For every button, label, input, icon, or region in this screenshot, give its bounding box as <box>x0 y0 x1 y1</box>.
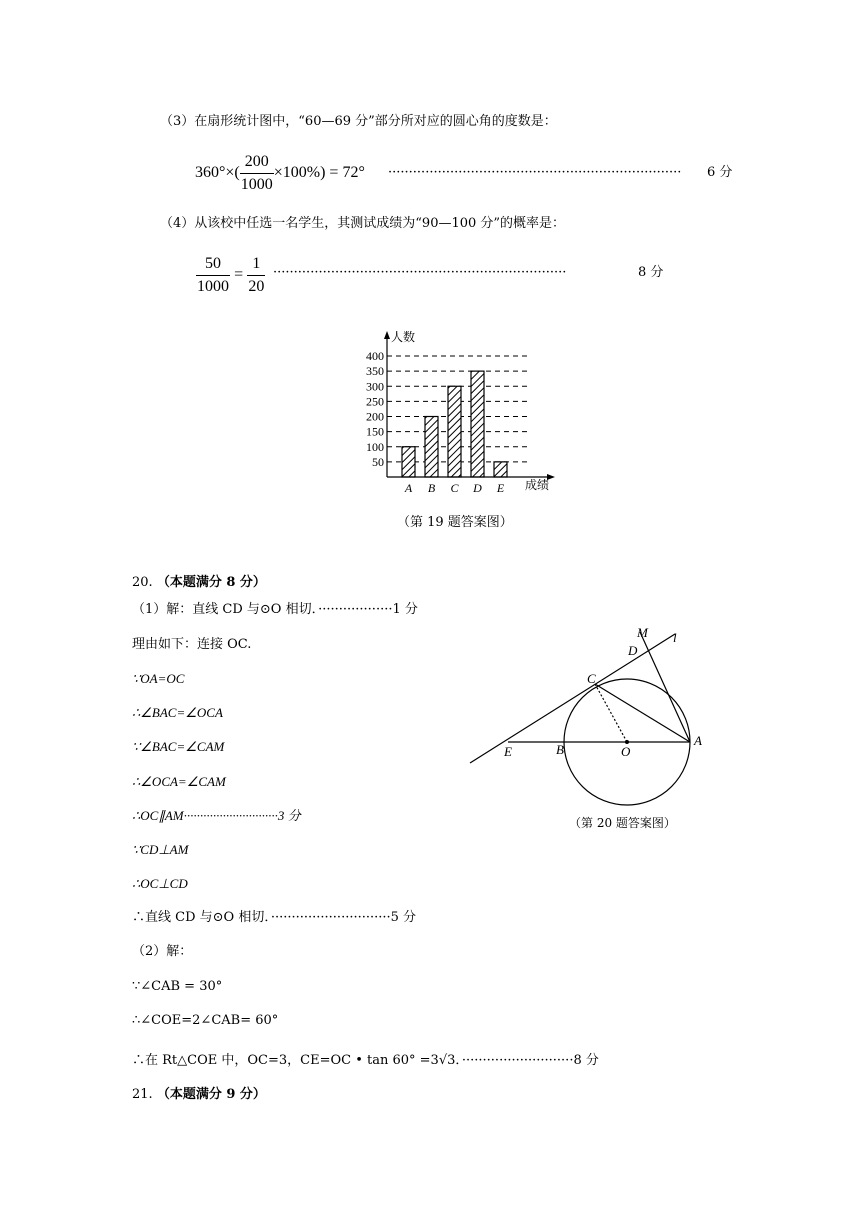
y-tick-label-150: 150 <box>366 424 384 439</box>
label-l: l <box>673 630 677 645</box>
q20-line-12: ∵∠CAB = 30° <box>132 979 223 994</box>
fraction <box>240 151 274 196</box>
bar-C <box>448 386 461 477</box>
y-tick-label-400: 400 <box>366 349 384 363</box>
fraction-numerator: 50 <box>196 253 230 276</box>
label-e: E <box>504 744 512 759</box>
q19-bar-chart <box>345 328 565 498</box>
q20-line-4: ∴∠BAC=∠OCA <box>132 705 223 720</box>
y-tick-label-100: 100 <box>366 439 384 454</box>
line-am <box>640 632 690 742</box>
bar-D <box>471 371 484 477</box>
q19-figure-caption: （第 19 题答案图） <box>397 515 513 530</box>
fraction-numerator: 200 <box>240 151 274 174</box>
x-tick-label-C: C <box>450 481 459 495</box>
fraction-denominator: 20 <box>248 278 265 295</box>
label-d: D <box>628 643 638 658</box>
equals-sign: = <box>234 266 244 283</box>
x-tick-label-B: B <box>427 481 436 495</box>
x-tick-label-A: A <box>404 481 413 495</box>
q19-part4-dots: ······································································· <box>273 265 567 280</box>
q20-line-5: ∵∠BAC=∠CAM <box>132 739 225 754</box>
label-m: M <box>637 625 648 640</box>
fraction <box>247 253 265 298</box>
line-l <box>470 634 675 763</box>
q20-geometry-figure <box>460 622 740 812</box>
formula-suffix: ×100%) = 72° <box>273 164 365 181</box>
y-tick-label-300: 300 <box>366 379 384 394</box>
q20-line-13: ∴∠COE=2∠CAB= 60° <box>132 1013 279 1028</box>
q21-score-note: （本题满分 9 分） <box>156 1087 266 1102</box>
y-tick-label-50: 50 <box>372 454 384 469</box>
y-tick-label-250: 250 <box>366 394 384 409</box>
fraction-denominator: 1000 <box>197 278 229 295</box>
q19-part3-dots: ······································································· <box>388 165 682 180</box>
q20-figure-caption: （第 20 题答案图） <box>569 816 676 830</box>
bar-E <box>494 462 507 477</box>
bar-A <box>402 447 415 477</box>
label-a: A <box>694 733 702 748</box>
q20-line-14: ∴在 Rt△COE 中，OC=3，CE=OC • tan 60° =3√3．···························8 分 <box>132 1053 599 1068</box>
fraction-numerator: 1 <box>247 253 265 276</box>
q19-part3-score: 6 分 <box>707 165 733 180</box>
q20-line-6: ∴∠OCA=∠CAM <box>132 774 226 789</box>
q20-line-3: ∵OA=OC <box>132 671 185 686</box>
q19-part3-text: （3）在扇形统计图中，“60—69 分”部分所对应的圆心角的度数是： <box>160 114 557 129</box>
x-tick-label-E: E <box>496 481 505 495</box>
q20-line-10: ∴直线 CD 与⊙O 相切．·····························5 分 <box>132 910 417 925</box>
label-c: C <box>587 671 596 686</box>
fraction <box>196 253 230 298</box>
q20-line-7: ∴OC∥AM·····························3 分 <box>132 808 301 823</box>
q20-heading <box>132 574 266 592</box>
label-o: O <box>621 744 631 759</box>
q19-part4-formula <box>196 252 265 299</box>
q20-number: 20. <box>132 575 153 590</box>
y-tick-label-200: 200 <box>366 409 384 424</box>
q20-line-1: （1）解：直线 CD 与⊙O 相切．··················1 分 <box>132 602 418 617</box>
bar-B <box>425 417 438 478</box>
x-axis-label: 成绩 <box>525 478 550 492</box>
y-axis-arrow <box>384 331 390 339</box>
y-tick-label-350: 350 <box>366 364 384 379</box>
segment-oc <box>595 684 627 742</box>
q20-line-8: ∵CD⊥AM <box>132 842 189 857</box>
q21-number: 21. <box>132 1087 153 1102</box>
x-tick-label-D: D <box>473 481 482 495</box>
q20-line-11: （2）解： <box>132 944 193 959</box>
q20-score-note: （本题满分 8 分） <box>156 575 266 590</box>
q19-part4-score: 8 分 <box>638 265 664 280</box>
q19-part4-text: （4）从该校中任选一名学生，其测试成绩为“90—100 分”的概率是： <box>160 216 566 231</box>
formula-prefix: 360°×( <box>195 164 240 181</box>
label-b: B <box>556 742 564 757</box>
fraction-denominator: 1000 <box>240 176 273 193</box>
q20-line-9: ∴OC⊥CD <box>132 876 188 891</box>
q19-part3-formula <box>195 150 365 197</box>
q21-heading <box>132 1086 266 1104</box>
y-axis-label: 人数 <box>391 330 416 344</box>
q20-line-2: 理由如下：连接 OC. <box>132 637 252 652</box>
segment-ca <box>595 684 690 742</box>
